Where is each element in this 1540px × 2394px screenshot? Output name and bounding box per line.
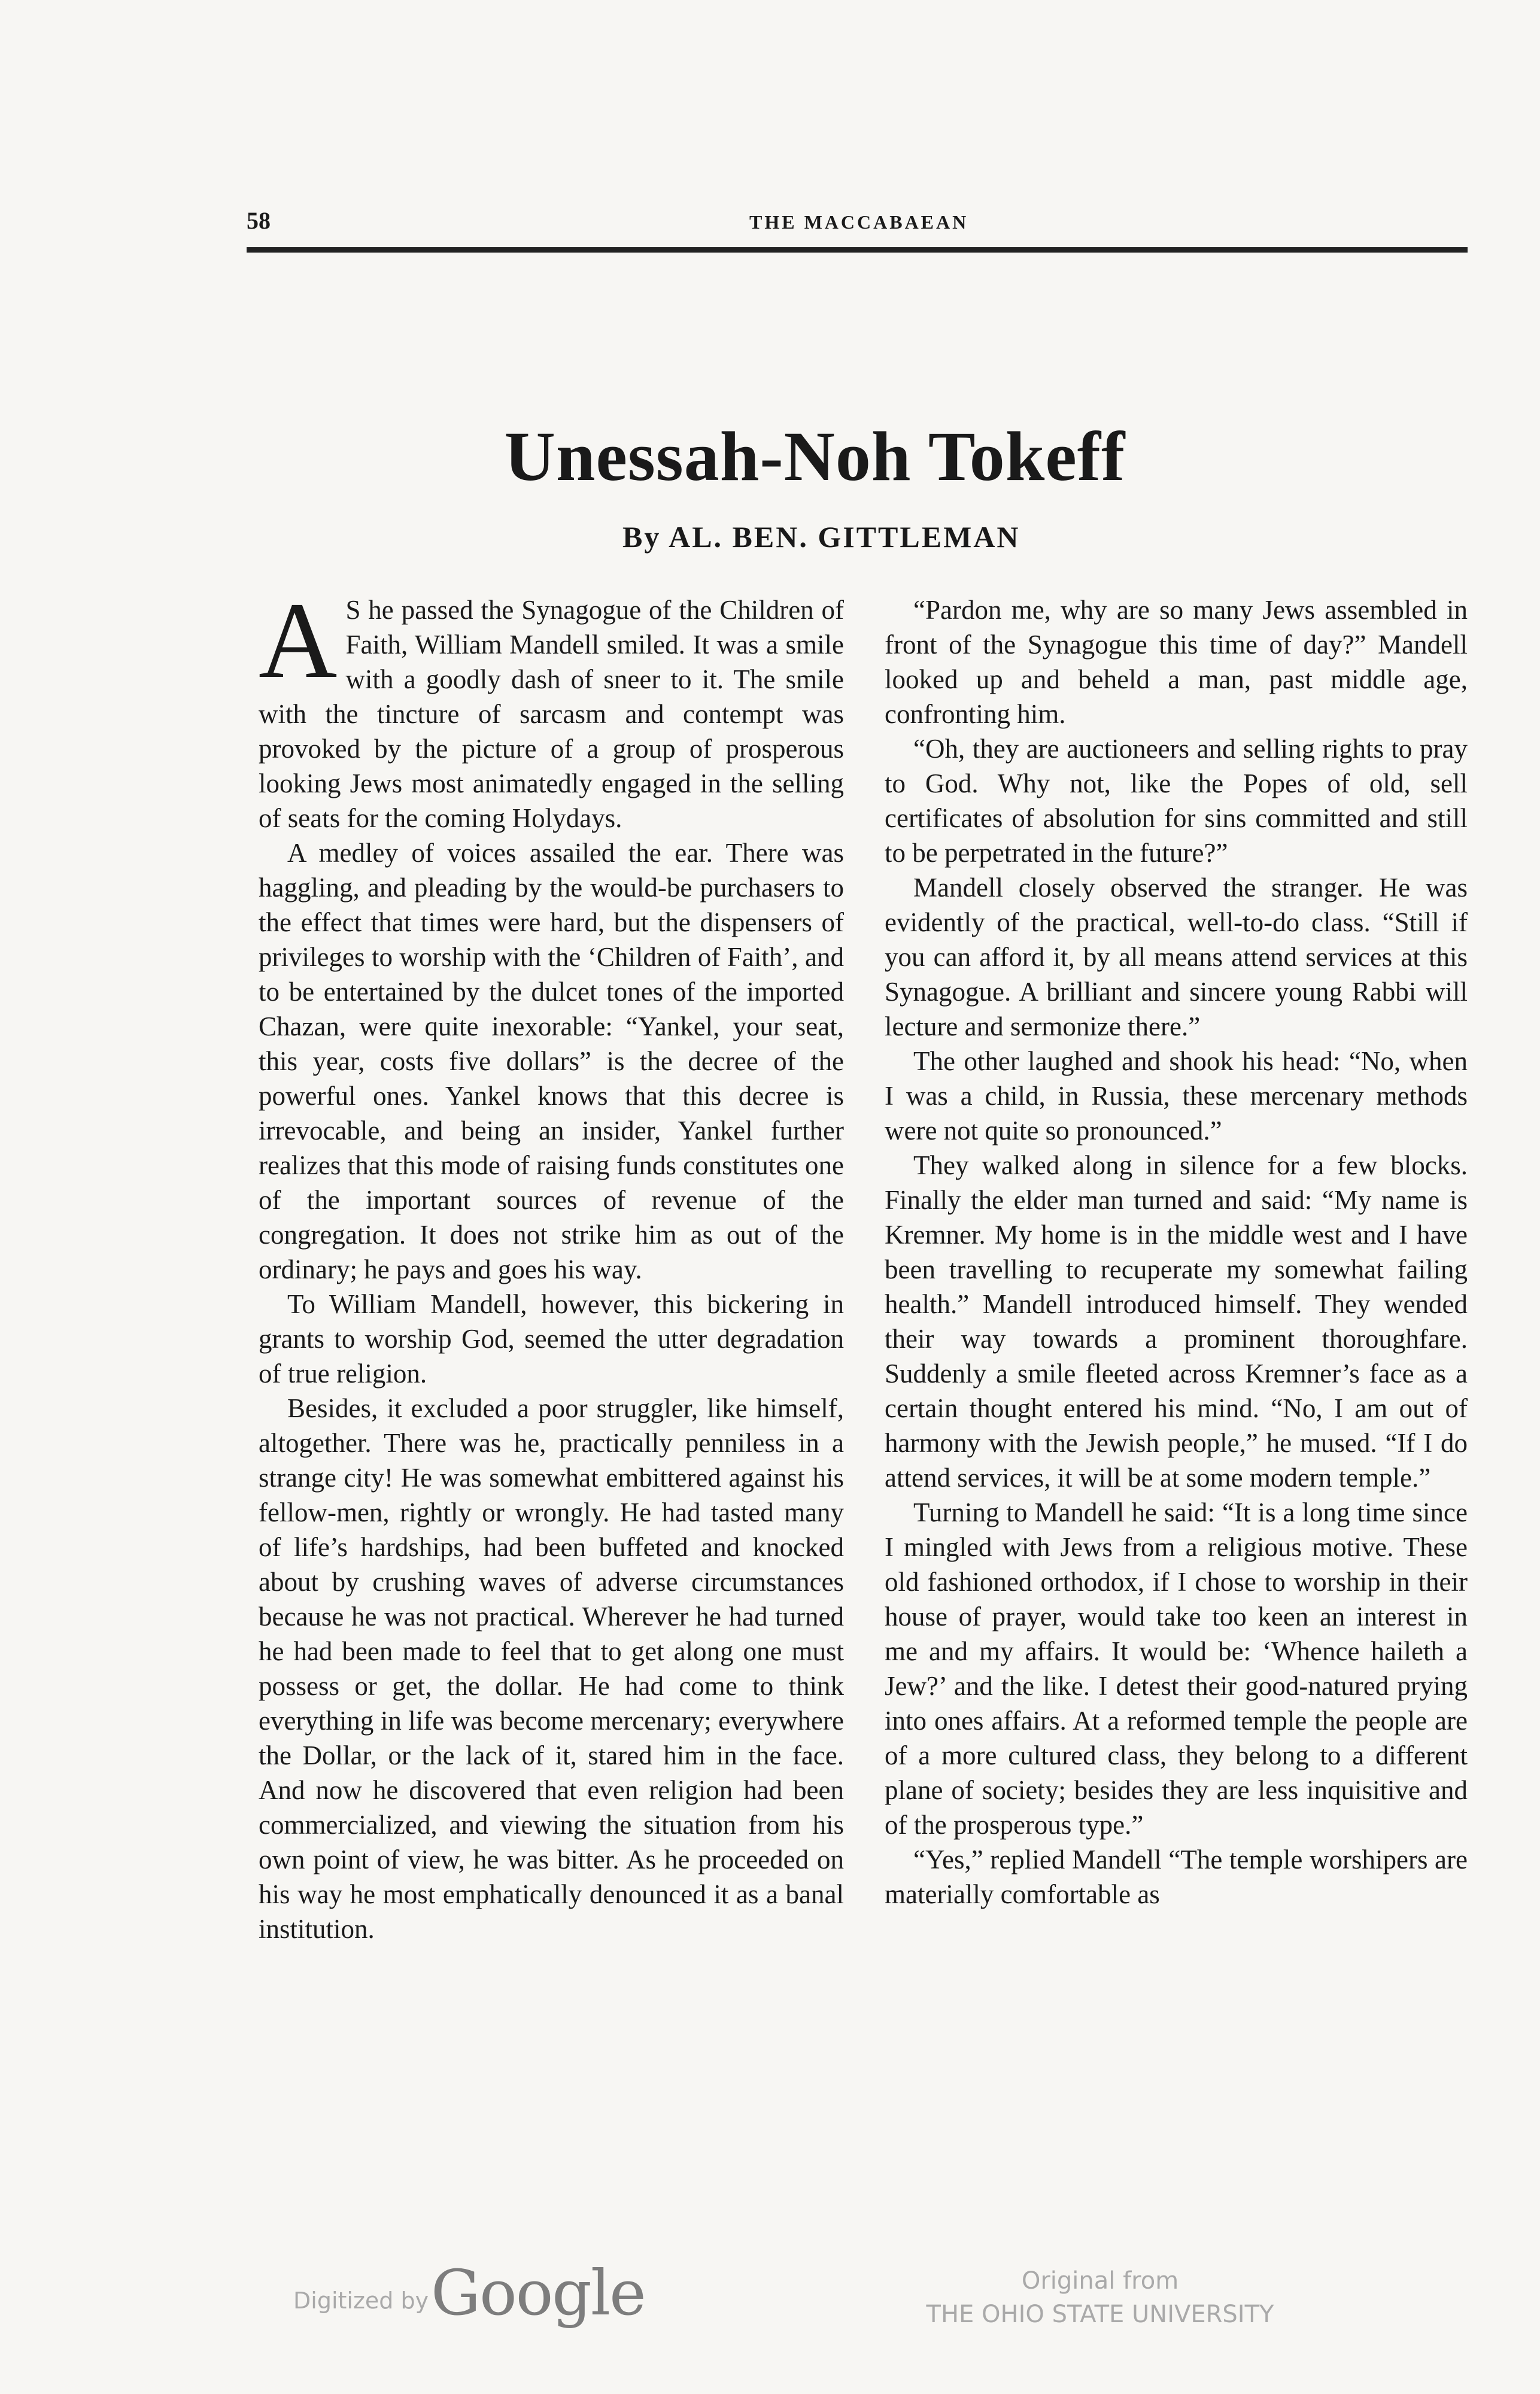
article-byline: By AL. BEN. GITTLEMAN [622,520,1020,554]
paragraph: Turning to Mandell he said: “It is a long time since I mingled with Jews from a religious motive. These old fashioned orthodox, if I chose to worship in their house of prayer, would take too keen an interest in me and my affairs. It would be: ‘Whence haileth a Jew?’ and the like. I detest their good-natured prying into ones affairs. At a reformed temple the people are of a more cultured class, they belong to a different plane of society; besides they are less inquisitive and of the prosperous type.” [885,1497,1468,1840]
digitized-by-label: Digitized by [293,2287,429,2314]
page-footer [0,2256,1540,2352]
paragraph: A S he passed the Synagogue of the Children of Faith, William Mandell smiled. It was a smile with a goodly dash of sneer to it. The smile with the tincture of sarcasm and contempt was provoked by the picture of a group of prosperous looking Jews most animatedly engaged in the selling of seats for the coming Holydays. [259,581,844,833]
running-title: THE MACCABAEAN [749,211,969,233]
original-from-label: Original from [1021,2267,1179,2295]
paragraph: Mandell closely observed the stranger. He was evidently of the practical, well-to-do class. “Still if you can afford it, by all means attend services at this Synagogue. A brilliant and sincere young Rabbi will lecture and sermonize there.” [885,873,1468,1041]
paragraph: A medley of voices assailed the ear. There was haggling, and pleading by the would-be purchasers to the effect that times were hard, but the dispensers of privileges to worship with the ‘Children of Faith’, and to be entertained by the dulcet tones of the imported Chazan, were quite inexorable: “Yankel, your seat, this year, costs five dollars” is the decree of the powerful ones. Yankel knows that this decree is irrevocable, and being an insider, Yankel further realizes that this mode of raising funds constitutes one of the important sources of revenue of the congregation. It does not strike him as out of the ordinary; he pays and goes his way. [259,838,844,1284]
paragraph: To William Mandell, however, this bickering in grants to worship God, seemed the utter degradation of true religion. [259,1289,844,1389]
left-column [259,581,844,1946]
paragraph: The other laughed and shook his head: “No, when I was a child, in Russia, these mercenary methods were not quite so pronounced.” [885,1046,1468,1146]
page-header [247,206,1468,242]
paragraph: “Yes,” replied Mandell “The temple worshipers are materially comfortable as [885,1845,1468,1909]
drop-cap: A [259,581,338,701]
google-logo: Google [431,2256,645,2329]
article-title: Unessah-Noh Tokeff [504,417,1126,496]
paragraph: Besides, it excluded a poor struggler, like himself, altogether. There was he, practically penniless in a strange city! He was somewhat embittered against his fellow-men, rightly or wrongly. He had tasted many of life’s hardships, had been buffeted and knocked about by crushing waves of adverse circumstances because he was not practical. Wherever he had turned he had been made to feel that to get along one must possess or get, the dollar. He had come to think everything in life was become mercenary; everywhere the Dollar, or the lack of it, stared him in the face. And now he discovered that even religion had been commercialized, and viewing the situation from his own point of view, he was bitter. As he proceeded on his way he most emphatically denounced it as a banal institution. [259,1393,844,1944]
paragraph: They walked along in silence for a few blocks. Finally the elder man turned and said: “My name is Kremner. My home is in the middle west and I have been travelling to recuperate my somewhat failing health.” Mandell introduced himself. They wended their way towards a prominent thoroughfare. Suddenly a smile fleeted across Kremner’s face as a certain thought entered his mind. “No, I am out of harmony with the Jewish people,” he mused. “If I do attend services, it will be at some modern temple.” [885,1150,1468,1493]
right-column [885,593,1468,1912]
paragraph: “Pardon me, why are so many Jews assembled in front of the Synagogue this time of day?” Mandell looked up and beheld a man, past middle age, confronting him. [885,595,1468,729]
paragraph: “Oh, they are auctioneers and selling rights to pray to God. Why not, like the Popes of old, sell certificates of absolution for sins committed and still to be perpetrated in the future?” [885,734,1468,868]
university-name: THE OHIO STATE UNIVERSITY [926,2301,1274,2328]
header-rule [247,247,1468,253]
page-number: 58 [247,207,271,234]
